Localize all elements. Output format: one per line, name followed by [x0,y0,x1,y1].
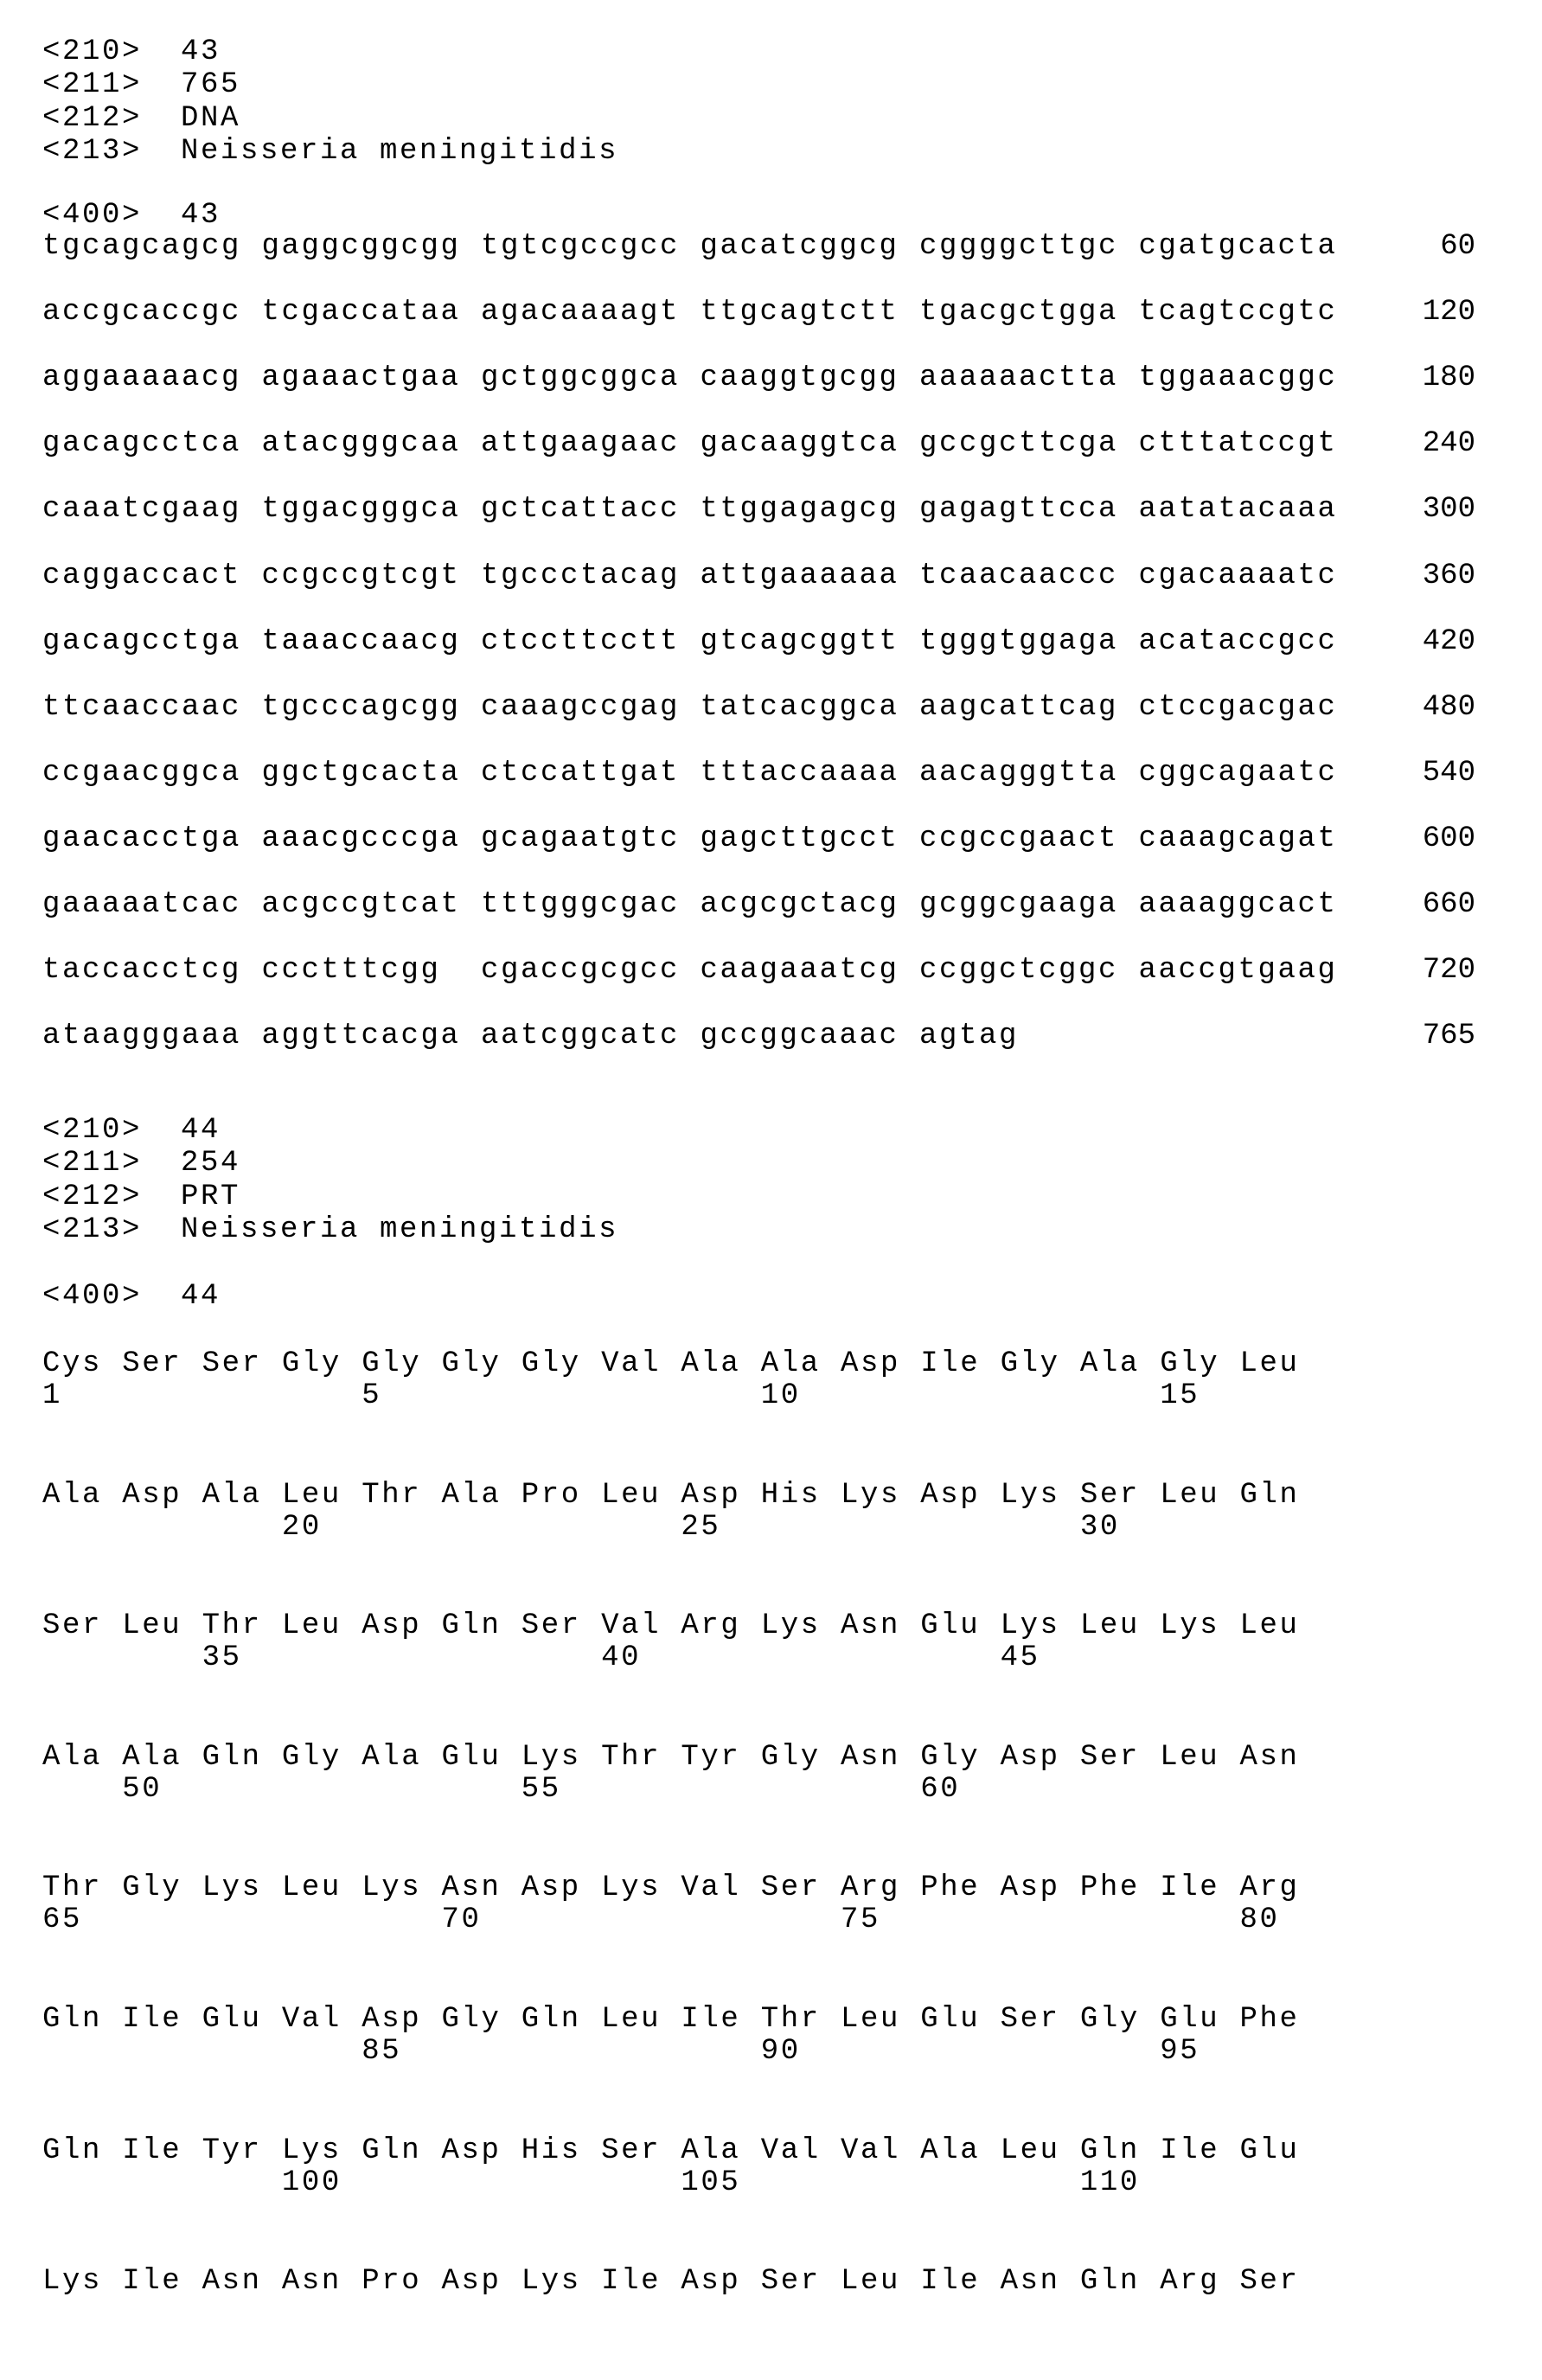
dna-group: gccggcaaac [701,1021,899,1051]
dna-group: gacagcctca [42,429,241,458]
residue-number: 95 [1160,2037,1200,2066]
residue: Gly [442,2005,502,2034]
dna-group: gtcagcggtt [701,627,899,656]
residue: Asn [841,1743,900,1772]
residue: Glu [920,1611,980,1641]
dna-group: tgccctacag [481,561,680,591]
residue: Asp [521,1873,581,1903]
dna-group: ttggagagcg [701,495,899,524]
field-tag: <213> [42,137,142,166]
residue: Glu [920,2005,980,2034]
position-number: 600 [1302,824,1475,854]
residue: Lys [202,1873,262,1903]
dna-group: caagaaatcg [701,956,899,985]
residue: Ile [601,2267,661,2296]
position-number: 360 [1302,561,1475,591]
field-value: PRT [181,1182,240,1212]
residue-number: 40 [601,1643,641,1673]
dna-group: tgacgctgga [919,298,1118,327]
dna-group: gaacacctga [42,824,241,854]
sequence-tag: <400> [42,1282,142,1311]
residue: Ala [42,1743,102,1772]
position-number: 120 [1302,298,1475,327]
dna-group: gaaaaatcac [42,890,241,919]
residue: Thr [202,1611,262,1641]
dna-group: ccctttcgg [262,956,441,985]
field-value: Neisseria meningitidis [181,1215,618,1244]
residue: Asp [1001,1873,1060,1903]
residue: Ser [1080,1743,1140,1772]
dna-group: tggaaacggc [1139,363,1338,393]
dna-group: ccgccgaact [919,824,1118,854]
position-number: 300 [1302,495,1475,524]
residue: Arg [1160,2267,1219,2296]
field-value: 44 [181,1116,221,1145]
dna-group: ctccattgat [481,758,680,788]
position-number: 60 [1302,232,1475,261]
dna-group: gccgcttcga [919,429,1118,458]
residue: Gly [442,1349,502,1379]
residue-number: 90 [761,2037,801,2066]
dna-group: gacagcctga [42,627,241,656]
residue: Val [681,1873,740,1903]
dna-group: tttaccaaaa [701,758,899,788]
residue: Val [601,1611,661,1641]
residue: Asn [282,2267,342,2296]
residue: Leu [1240,1611,1300,1641]
dna-group: accgcaccgc [42,298,241,327]
residue: Ile [920,2267,980,2296]
field-value: Neisseria meningitidis [181,137,618,166]
residue: Ile [1160,2136,1219,2166]
dna-group: gcagaatgtc [481,824,680,854]
residue: Val [601,1349,661,1379]
residue: Ala [681,2136,740,2166]
residue-number: 110 [1080,2168,1140,2198]
dna-group: aaacgcccga [262,824,461,854]
dna-group: aggaaaaacg [42,363,241,393]
residue: Gln [202,1743,262,1772]
residue: His [761,1481,821,1510]
dna-group: tgtcgccgcc [481,232,680,261]
position-number: 480 [1302,693,1475,722]
residue-number: 55 [521,1775,561,1804]
residue: Ile [1160,1873,1219,1903]
dna-group: gctcattacc [481,495,680,524]
dna-group: ctttatccgt [1139,429,1338,458]
residue: Ser [601,2136,661,2166]
dna-group: ttgcagtctt [701,298,899,327]
residue: Pro [521,1481,581,1510]
field-value: 43 [181,37,221,67]
field-tag: <211> [42,1148,142,1178]
dna-group: tatcacggca [701,693,899,722]
residue: Leu [282,1481,342,1510]
dna-group: tgcccagcgg [262,693,461,722]
dna-group: agacaaaagt [481,298,680,327]
residue: Asp [442,2136,502,2166]
residue: Ala [761,1349,821,1379]
residue-number: 70 [442,1905,482,1935]
residue: Ser [1080,1481,1140,1510]
residue: Lys [521,1743,581,1772]
dna-group: ggctgcacta [262,758,461,788]
dna-group: aaaaggcact [1139,890,1338,919]
residue: Ser [1240,2267,1300,2296]
residue: Leu [601,2005,661,2034]
residue-number: 15 [1160,1381,1200,1411]
residue: Lys [521,2267,581,2296]
field-tag: <212> [42,104,142,133]
residue-number: 85 [362,2037,401,2066]
residue: Ile [122,2136,182,2166]
residue: Lys [841,1481,900,1510]
residue: Ile [122,2005,182,2034]
residue: Asp [681,2267,740,2296]
residue: Ser [42,1611,102,1641]
residue: Gly [761,1743,821,1772]
dna-group: cgatgcacta [1139,232,1338,261]
residue: Lys [1001,1481,1060,1510]
residue: Asp [841,1349,900,1379]
residue: Gly [282,1743,342,1772]
residue: Leu [601,1481,661,1510]
residue: Glu [1240,2136,1300,2166]
residue: Val [761,2136,821,2166]
dna-group: taccacctcg [42,956,241,985]
residue: Lys [282,2136,342,2166]
dna-group: acataccgcc [1139,627,1338,656]
residue: Asp [362,1611,421,1641]
residue: Cys [42,1349,102,1379]
dna-group: agaaactgaa [262,363,461,393]
residue: Arg [841,1873,900,1903]
residue: Gln [1080,2267,1140,2296]
position-number: 420 [1302,627,1475,656]
residue: Ile [122,2267,182,2296]
dna-group: caaggtgcgg [701,363,899,393]
residue: Ala [42,1481,102,1510]
residue: Val [841,2136,900,2166]
sequence-id: 43 [181,201,221,230]
residue: Gln [42,2136,102,2166]
residue-number: 35 [202,1643,242,1673]
residue: Gly [1001,1349,1060,1379]
residue: Ser [1001,2005,1060,2034]
residue: Gly [1080,2005,1140,2034]
residue: Gln [362,2136,421,2166]
residue: Arg [681,1611,740,1641]
dna-group: ttcaaccaac [42,693,241,722]
residue: Lys [42,2267,102,2296]
dna-group: aaaaaactta [919,363,1118,393]
dna-group: ccgccgtcgt [262,561,461,591]
residue: Asp [1001,1743,1060,1772]
residue: Leu [841,2267,900,2296]
residue: Leu [122,1611,182,1641]
residue-number: 60 [920,1775,960,1804]
field-value: 254 [181,1148,240,1178]
residue: Gly [362,1349,421,1379]
dna-group: ctccttcctt [481,627,680,656]
residue: Thr [761,2005,821,2034]
dna-group: caaagccgag [481,693,680,722]
residue-number: 20 [282,1513,322,1542]
dna-group: aatatacaaa [1139,495,1338,524]
dna-group: aatcggcatc [481,1021,680,1051]
dna-group: aacagggtta [919,758,1118,788]
dna-group: atacgggcaa [262,429,461,458]
residue: Asn [202,2267,262,2296]
residue-number: 50 [122,1775,162,1804]
field-tag: <211> [42,70,142,99]
residue: Ala [1080,1349,1140,1379]
residue: His [521,2136,581,2166]
residue: Lys [1160,1611,1219,1641]
dna-group: aaccgtgaag [1139,956,1338,985]
dna-group: tcgaccataa [262,298,461,327]
residue: Ser [202,1349,262,1379]
residue: Ala [202,1481,262,1510]
residue: Leu [1001,2136,1060,2166]
residue: Leu [1160,1743,1219,1772]
dna-group: attgaaaaaa [701,561,899,591]
dna-group: gacaaggtca [701,429,899,458]
position-number: 180 [1302,363,1475,393]
residue-number: 30 [1080,1513,1120,1542]
residue: Lys [601,1873,661,1903]
position-number: 765 [1302,1021,1475,1051]
position-number: 540 [1302,758,1475,788]
residue: Asp [681,1481,740,1510]
dna-group: tgggtggaga [919,627,1118,656]
residue: Ile [681,2005,740,2034]
residue: Ile [920,1349,980,1379]
residue: Thr [42,1873,102,1903]
residue: Ala [122,1743,182,1772]
dna-group: tggacgggca [262,495,461,524]
dna-group: caggaccact [42,561,241,591]
residue-number: 75 [841,1905,880,1935]
field-tag: <210> [42,1116,142,1145]
residue: Phe [920,1873,980,1903]
residue: Glu [202,2005,262,2034]
dna-group: attgaagaac [481,429,680,458]
sequence-id: 44 [181,1282,221,1311]
dna-group: gagcttgcct [701,824,899,854]
sequence-tag: <400> [42,201,142,230]
residue: Phe [1080,1873,1140,1903]
residue: Val [282,2005,342,2034]
residue: Thr [362,1481,421,1510]
dna-group: aagcattcag [919,693,1118,722]
residue: Ser [761,2267,821,2296]
dna-group: ctccgacgac [1139,693,1338,722]
residue: Gln [442,1611,502,1641]
residue: Gly [1160,1349,1219,1379]
residue: Leu [841,2005,900,2034]
residue: Lys [1001,1611,1060,1641]
residue: Ala [362,1743,421,1772]
residue: Glu [1160,2005,1219,2034]
dna-group: acgcgctacg [701,890,899,919]
dna-group: taaaccaacg [262,627,461,656]
position-number: 720 [1302,956,1475,985]
residue-number: 105 [681,2168,740,2198]
residue: Gln [1080,2136,1140,2166]
residue: Asn [841,1611,900,1641]
residue-number: 10 [761,1381,801,1411]
residue: Asn [442,1873,502,1903]
residue: Leu [1240,1349,1300,1379]
dna-group: ataagggaaa [42,1021,241,1051]
dna-group: cgacaaaatc [1139,561,1338,591]
residue: Ala [442,1481,502,1510]
residue: Gln [1240,1481,1300,1510]
dna-group: agtag [919,1021,1019,1051]
residue: Leu [1080,1611,1140,1641]
residue: Asn [1001,2267,1060,2296]
dna-group: acgccgtcat [262,890,461,919]
dna-group: aggttcacga [262,1021,461,1051]
field-value: 765 [181,70,240,99]
position-number: 660 [1302,890,1475,919]
residue: Gln [42,2005,102,2034]
residue: Lys [362,1873,421,1903]
residue-number: 1 [42,1381,62,1411]
residue-number: 25 [681,1513,720,1542]
residue: Phe [1240,2005,1300,2034]
residue: Gln [521,2005,581,2034]
residue-number: 5 [362,1381,381,1411]
residue: Gly [282,1349,342,1379]
dna-group: ccggctcggc [919,956,1118,985]
position-number: 240 [1302,429,1475,458]
residue: Leu [282,1611,342,1641]
residue: Glu [442,1743,502,1772]
residue: Gly [122,1873,182,1903]
residue: Leu [282,1873,342,1903]
residue: Pro [362,2267,421,2296]
residue: Asn [1240,1743,1300,1772]
dna-group: tgcagcagcg [42,232,241,261]
dna-group: gcggcgaaga [919,890,1118,919]
dna-group: gacatcggcg [701,232,899,261]
residue: Asp [362,2005,421,2034]
residue: Ala [920,2136,980,2166]
residue: Gly [521,1349,581,1379]
residue: Ser [761,1873,821,1903]
residue: Arg [1240,1873,1300,1903]
residue: Gly [920,1743,980,1772]
dna-group: gctggcggca [481,363,680,393]
field-tag: <210> [42,37,142,67]
dna-group: tttgggcgac [481,890,680,919]
residue: Thr [601,1743,661,1772]
residue: Asp [920,1481,980,1510]
residue-number: 100 [282,2168,342,2198]
field-value: DNA [181,104,240,133]
dna-group: cgaccgcgcc [481,956,680,985]
dna-group: cggggcttgc [919,232,1118,261]
residue: Ala [681,1349,740,1379]
residue-number: 45 [1001,1643,1040,1673]
field-tag: <213> [42,1215,142,1244]
residue: Tyr [202,2136,262,2166]
residue-number: 65 [42,1905,82,1935]
residue: Ser [122,1349,182,1379]
dna-group: caaagcagat [1139,824,1338,854]
residue: Ser [521,1611,581,1641]
residue: Asp [442,2267,502,2296]
residue: Leu [1160,1481,1219,1510]
residue: Asp [122,1481,182,1510]
dna-group: ccgaacggca [42,758,241,788]
dna-group: gagagttcca [919,495,1118,524]
field-tag: <212> [42,1182,142,1212]
residue: Tyr [681,1743,740,1772]
dna-group: gaggcggcgg [262,232,461,261]
dna-group: cggcagaatc [1139,758,1338,788]
dna-group: tcagtccgtc [1139,298,1338,327]
residue-number: 80 [1240,1905,1280,1935]
dna-group: caaatcgaag [42,495,241,524]
dna-group: tcaacaaccc [919,561,1118,591]
residue: Lys [761,1611,821,1641]
